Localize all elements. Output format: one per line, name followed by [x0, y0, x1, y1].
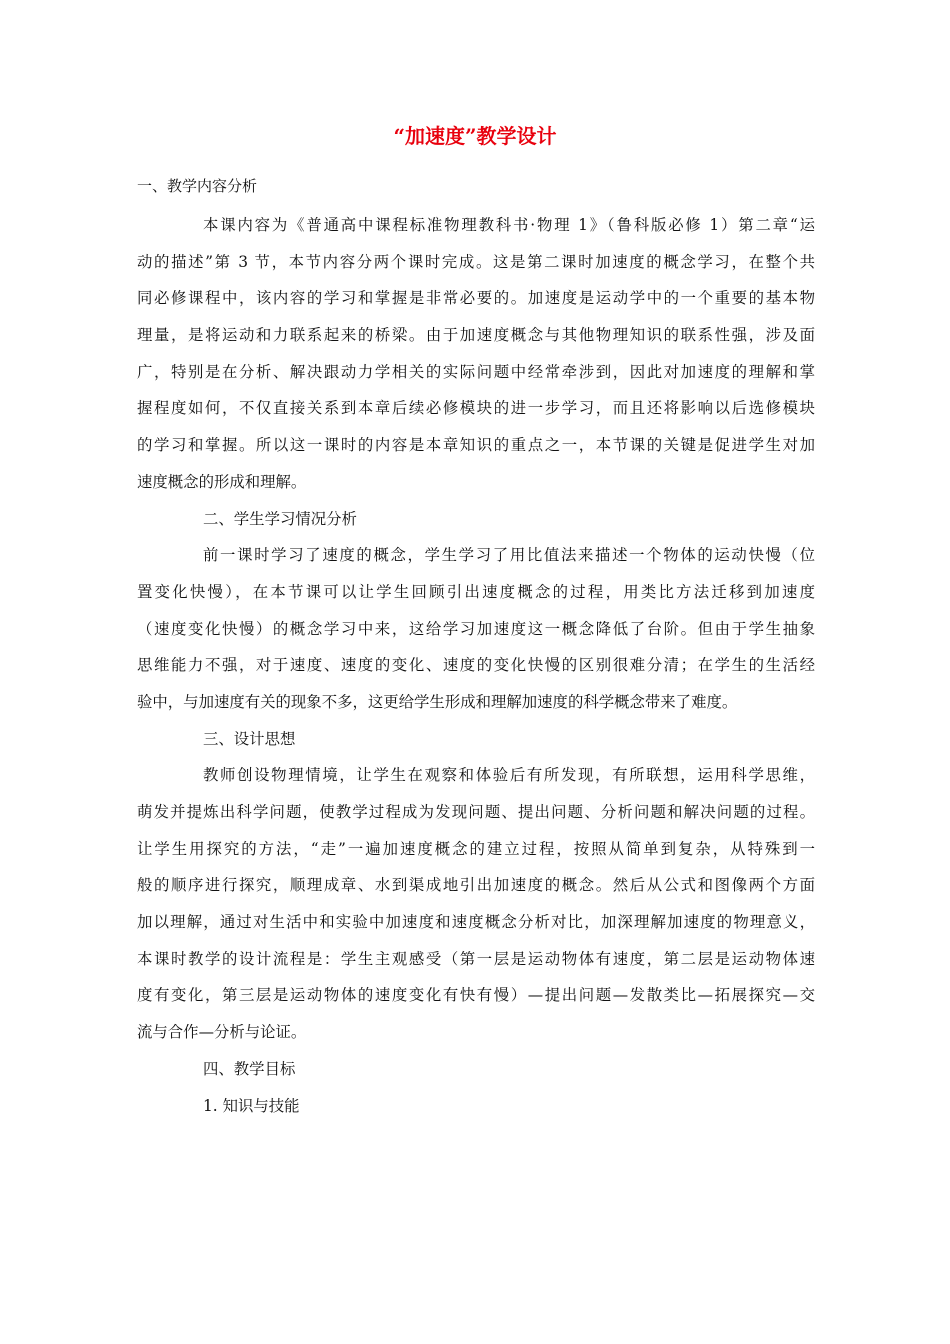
title-quote-open: “ — [393, 124, 405, 148]
paragraph-line: 同必修课程中，该内容的学习和掌握是非常必要的。加速度是运动学中的一个重要的基本物 — [137, 289, 815, 308]
paragraph-line: 的学习和掌握。所以这一课时的内容是本章知识的重点之一，本节课的关键是促进学生对加 — [137, 436, 815, 455]
paragraph-line: 本课时教学的设计流程是：学生主观感受（第一层是运动物体有速度，第二层是运动物体速 — [137, 949, 815, 968]
paragraph-line: （速度变化快慢）的概念学习中来，这给学习加速度这一概念降低了台阶。但由于学生抽象 — [137, 619, 815, 638]
paragraph-line: 速度概念的形成和理解。 — [137, 472, 307, 491]
title-core: 加速度 — [405, 124, 465, 148]
paragraph-line: 流与合作—分析与论证。 — [137, 1023, 307, 1042]
paragraph-content-analysis — [137, 207, 815, 1124]
document-title — [0, 121, 950, 151]
paragraph-line: 握程度如何，不仅直接关系到本章后续必修模块的进一步学习，而且还将影响以后选修模块 — [137, 399, 815, 418]
paragraph-line: 动的描述”第 3 节，本节内容分两个课时完成。这是第二课时加速度的概念学习，在整个共 — [137, 252, 815, 271]
section-heading-student-analysis: 二、学生学习情况分析 — [203, 509, 357, 528]
paragraph-line: 置变化快慢），在本节课可以让学生回顾引出速度概念的过程，用类比方法迁移到加速度 — [137, 582, 815, 601]
paragraph-line: 验中，与加速度有关的现象不多，这更给学生形成和理解加速度的科学概念带来了难度。 — [137, 692, 738, 711]
paragraph-line: 萌发并提炼出科学问题，使教学过程成为发现问题、提出问题、分析问题和解决问题的过程。 — [137, 803, 815, 821]
subsection-heading-knowledge-skills: 1. 知识与技能 — [203, 1096, 300, 1115]
paragraph-line: 广，特别是在分析、解决跟动力学相关的实际问题中经常牵涉到，因此对加速度的理解和掌 — [137, 362, 815, 381]
paragraph-line: 加以理解，通过对生活中和实验中加速度和速度概念分析对比，加深理解加速度的物理意义， — [137, 913, 815, 932]
paragraph-line: 理量，是将运动和力联系起来的桥梁。由于加速度概念与其他物理知识的联系性强，涉及面 — [137, 326, 815, 345]
paragraph-line: 教师创设物理情境，让学生在观察和体验后有所发现，有所联想，运用科学思维， — [203, 766, 815, 785]
paragraph-line: 让学生用探究的方法，“走”一遍加速度概念的建立过程，按照从简单到复杂，从特殊到一 — [137, 839, 815, 858]
title-rest: 教学设计 — [476, 124, 557, 148]
paragraph-line: 般的顺序进行探究，顺理成章、水到渠成地引出加速度的概念。然后从公式和图像两个方面 — [137, 876, 815, 895]
paragraph-line: 思维能力不强，对于速度、速度的变化、速度的变化快慢的区别很难分清；在学生的生活经 — [137, 656, 815, 675]
paragraph-line: 前一课时学习了速度的概念，学生学习了用比值法来描述一个物体的运动快慢（位 — [203, 546, 815, 565]
paragraph-line: 度有变化，第三层是运动物体的速度变化有快有慢）—提出问题—发散类比—拓展探究—交 — [137, 986, 815, 1005]
section-heading-design-idea: 三、设计思想 — [203, 729, 296, 748]
section-heading-content-analysis: 一、教学内容分析 — [137, 177, 258, 195]
title-quote-close: ” — [465, 124, 477, 148]
section-heading-teaching-goals: 四、教学目标 — [203, 1059, 296, 1078]
paragraph-line: 本课内容为《普通高中课程标准物理教科书·物理 1》（鲁科版必修 1）第二章“运 — [203, 216, 815, 234]
